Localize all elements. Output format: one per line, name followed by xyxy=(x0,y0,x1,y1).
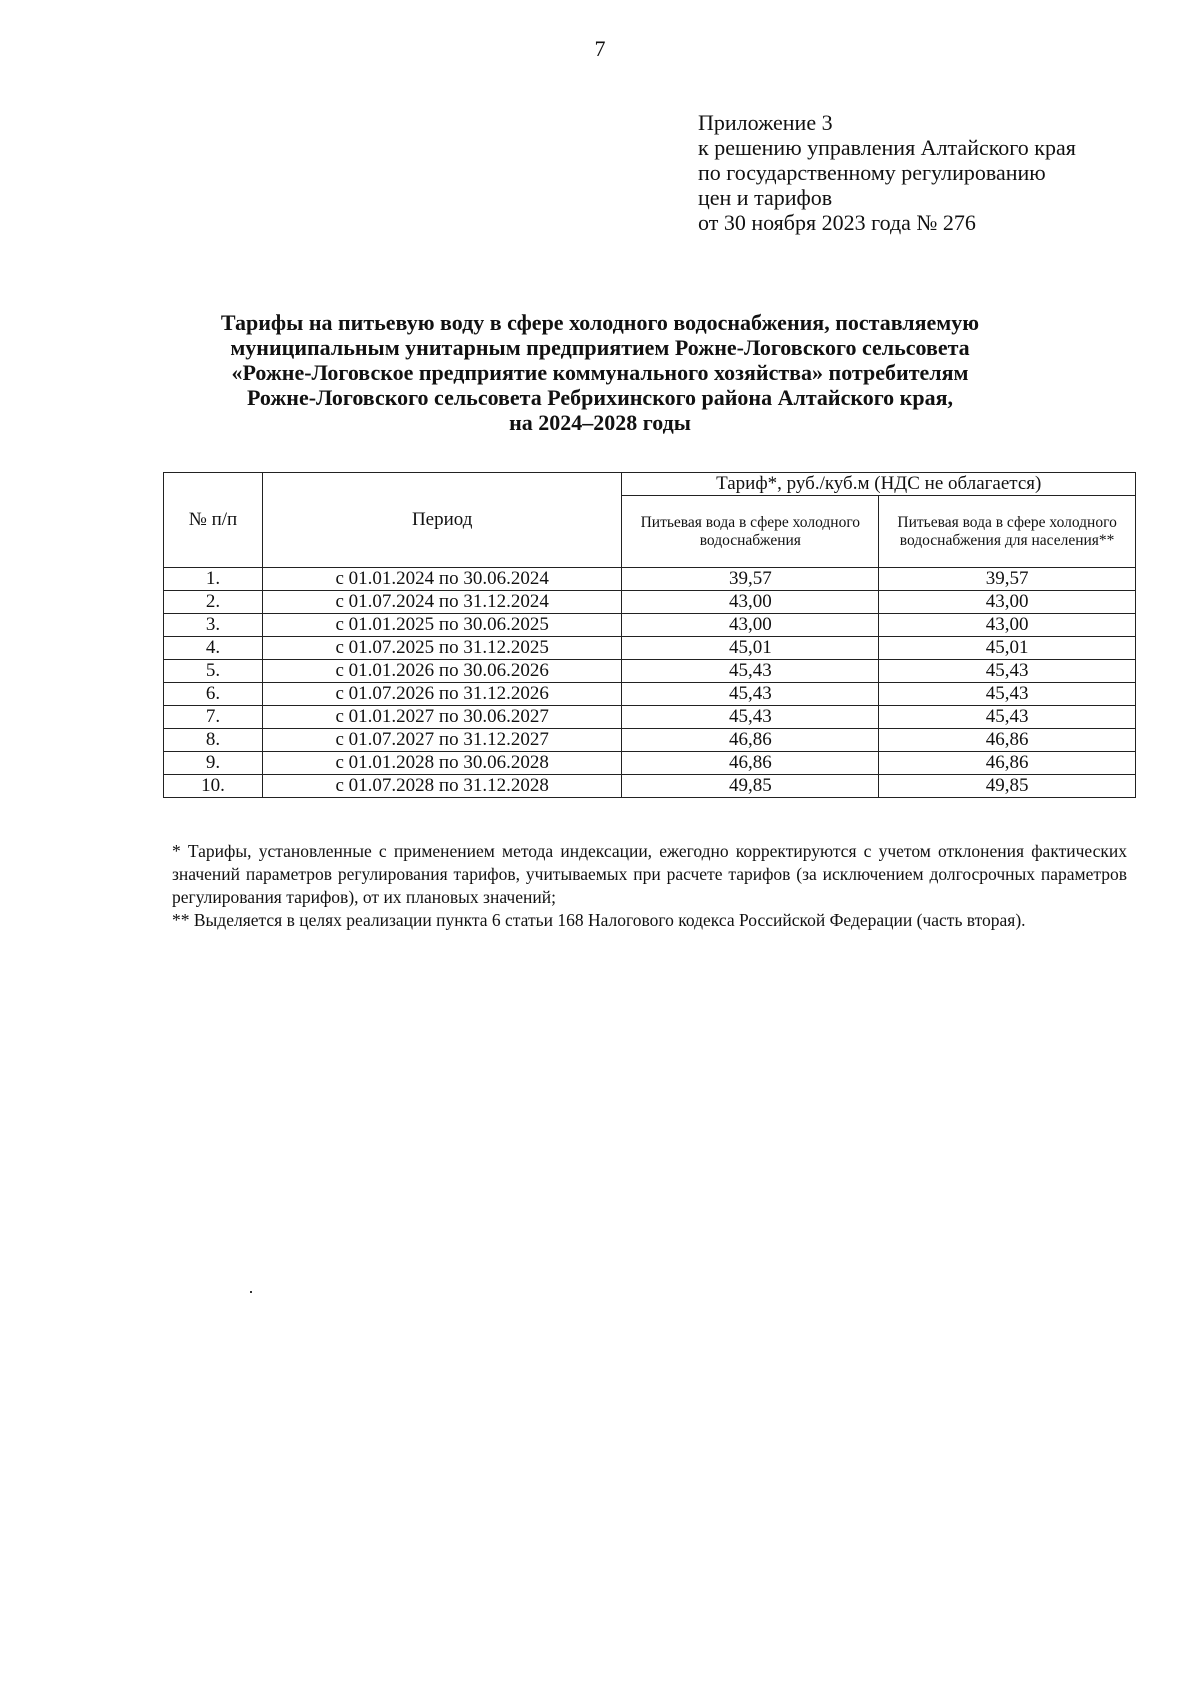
row-tariff-water: 39,57 xyxy=(622,568,879,591)
row-period: с 01.01.2025 по 30.06.2025 xyxy=(262,614,622,637)
row-number: 6. xyxy=(164,683,263,706)
row-tariff-population: 45,43 xyxy=(879,706,1136,729)
scan-speck xyxy=(250,1291,252,1293)
row-tariff-water: 46,86 xyxy=(622,729,879,752)
tariff-table xyxy=(163,472,1136,798)
header-number: № п/п xyxy=(164,473,263,568)
footnote-vat: ** Выделяется в целях реализации пункта 6 статьи 168 Налогового кодекса Российской Федерации (часть вторая). xyxy=(172,910,1026,930)
table-row xyxy=(164,729,1136,752)
row-tariff-water: 45,43 xyxy=(622,660,879,683)
row-number: 10. xyxy=(164,775,263,798)
page-number: 7 xyxy=(594,36,606,61)
footnote-indexation: * Тарифы, установленные с применением метода индексации, ежегодно корректируются с учетом отклонения фактических значений параметров регулирования тарифов, учитываемых при расчете тарифов (за исключением долгосрочных параметров регулирования тарифов), от их плановых значений; xyxy=(172,841,1127,907)
appendix-line: цен и тарифов xyxy=(698,185,833,210)
appendix-line: Приложение 3 xyxy=(698,110,833,135)
row-tariff-water: 43,00 xyxy=(622,614,879,637)
header-water: Питьевая вода в сфере холодного водоснабжения xyxy=(622,496,879,568)
table-row xyxy=(164,568,1136,591)
row-number: 8. xyxy=(164,729,263,752)
row-period: с 01.01.2027 по 30.06.2027 xyxy=(262,706,622,729)
title-line: на 2024–2028 годы xyxy=(509,410,691,435)
footnotes xyxy=(172,840,1127,932)
header-period: Период xyxy=(262,473,622,568)
row-tariff-population: 45,43 xyxy=(879,660,1136,683)
table-row xyxy=(164,660,1136,683)
row-tariff-water: 46,86 xyxy=(622,752,879,775)
row-tariff-population: 45,01 xyxy=(879,637,1136,660)
row-tariff-water: 45,01 xyxy=(622,637,879,660)
row-period: с 01.01.2026 по 30.06.2026 xyxy=(262,660,622,683)
row-number: 3. xyxy=(164,614,263,637)
table-row xyxy=(164,775,1136,798)
table-row xyxy=(164,614,1136,637)
table-row xyxy=(164,637,1136,660)
appendix-block xyxy=(698,110,1168,235)
row-number: 1. xyxy=(164,568,263,591)
row-tariff-water: 43,00 xyxy=(622,591,879,614)
row-number: 2. xyxy=(164,591,263,614)
row-tariff-population: 46,86 xyxy=(879,752,1136,775)
row-tariff-population: 49,85 xyxy=(879,775,1136,798)
table-row xyxy=(164,706,1136,729)
row-period: с 01.07.2028 по 31.12.2028 xyxy=(262,775,622,798)
appendix-line: от 30 ноября 2023 года № 276 xyxy=(698,210,976,235)
document-title xyxy=(150,310,1050,435)
row-period: с 01.07.2027 по 31.12.2027 xyxy=(262,729,622,752)
row-tariff-population: 39,57 xyxy=(879,568,1136,591)
header-water-population: Питьевая вода в сфере холодного водоснабжения для населения** xyxy=(879,496,1136,568)
row-number: 9. xyxy=(164,752,263,775)
header-tariff-group: Тариф*, руб./куб.м (НДС не облагается) xyxy=(622,473,1136,496)
row-tariff-population: 43,00 xyxy=(879,614,1136,637)
table-row xyxy=(164,591,1136,614)
title-line: Рожне-Логовского сельсовета Ребрихинского района Алтайского края, xyxy=(247,385,953,410)
table-row xyxy=(164,683,1136,706)
row-number: 7. xyxy=(164,706,263,729)
row-period: с 01.07.2025 по 31.12.2025 xyxy=(262,637,622,660)
title-line: Тарифы на питьевую воду в сфере холодного водоснабжения, поставляемую xyxy=(220,310,980,335)
row-tariff-population: 46,86 xyxy=(879,729,1136,752)
row-period: с 01.07.2026 по 31.12.2026 xyxy=(262,683,622,706)
appendix-line: к решению управления Алтайского края xyxy=(698,135,1076,160)
row-period: с 01.01.2024 по 30.06.2024 xyxy=(262,568,622,591)
row-tariff-water: 45,43 xyxy=(622,706,879,729)
row-period: с 01.07.2024 по 31.12.2024 xyxy=(262,591,622,614)
appendix-line: по государственному регулированию xyxy=(698,160,1046,185)
row-number: 5. xyxy=(164,660,263,683)
row-tariff-population: 43,00 xyxy=(879,591,1136,614)
title-line: муниципальным унитарным предприятием Рожне-Логовского сельсовета xyxy=(230,335,970,360)
row-number: 4. xyxy=(164,637,263,660)
row-tariff-water: 49,85 xyxy=(622,775,879,798)
table-row xyxy=(164,752,1136,775)
title-line: «Рожне-Логовское предприятие коммунального хозяйства» потребителям xyxy=(231,360,969,385)
row-tariff-water: 45,43 xyxy=(622,683,879,706)
row-tariff-population: 45,43 xyxy=(879,683,1136,706)
row-period: с 01.01.2028 по 30.06.2028 xyxy=(262,752,622,775)
